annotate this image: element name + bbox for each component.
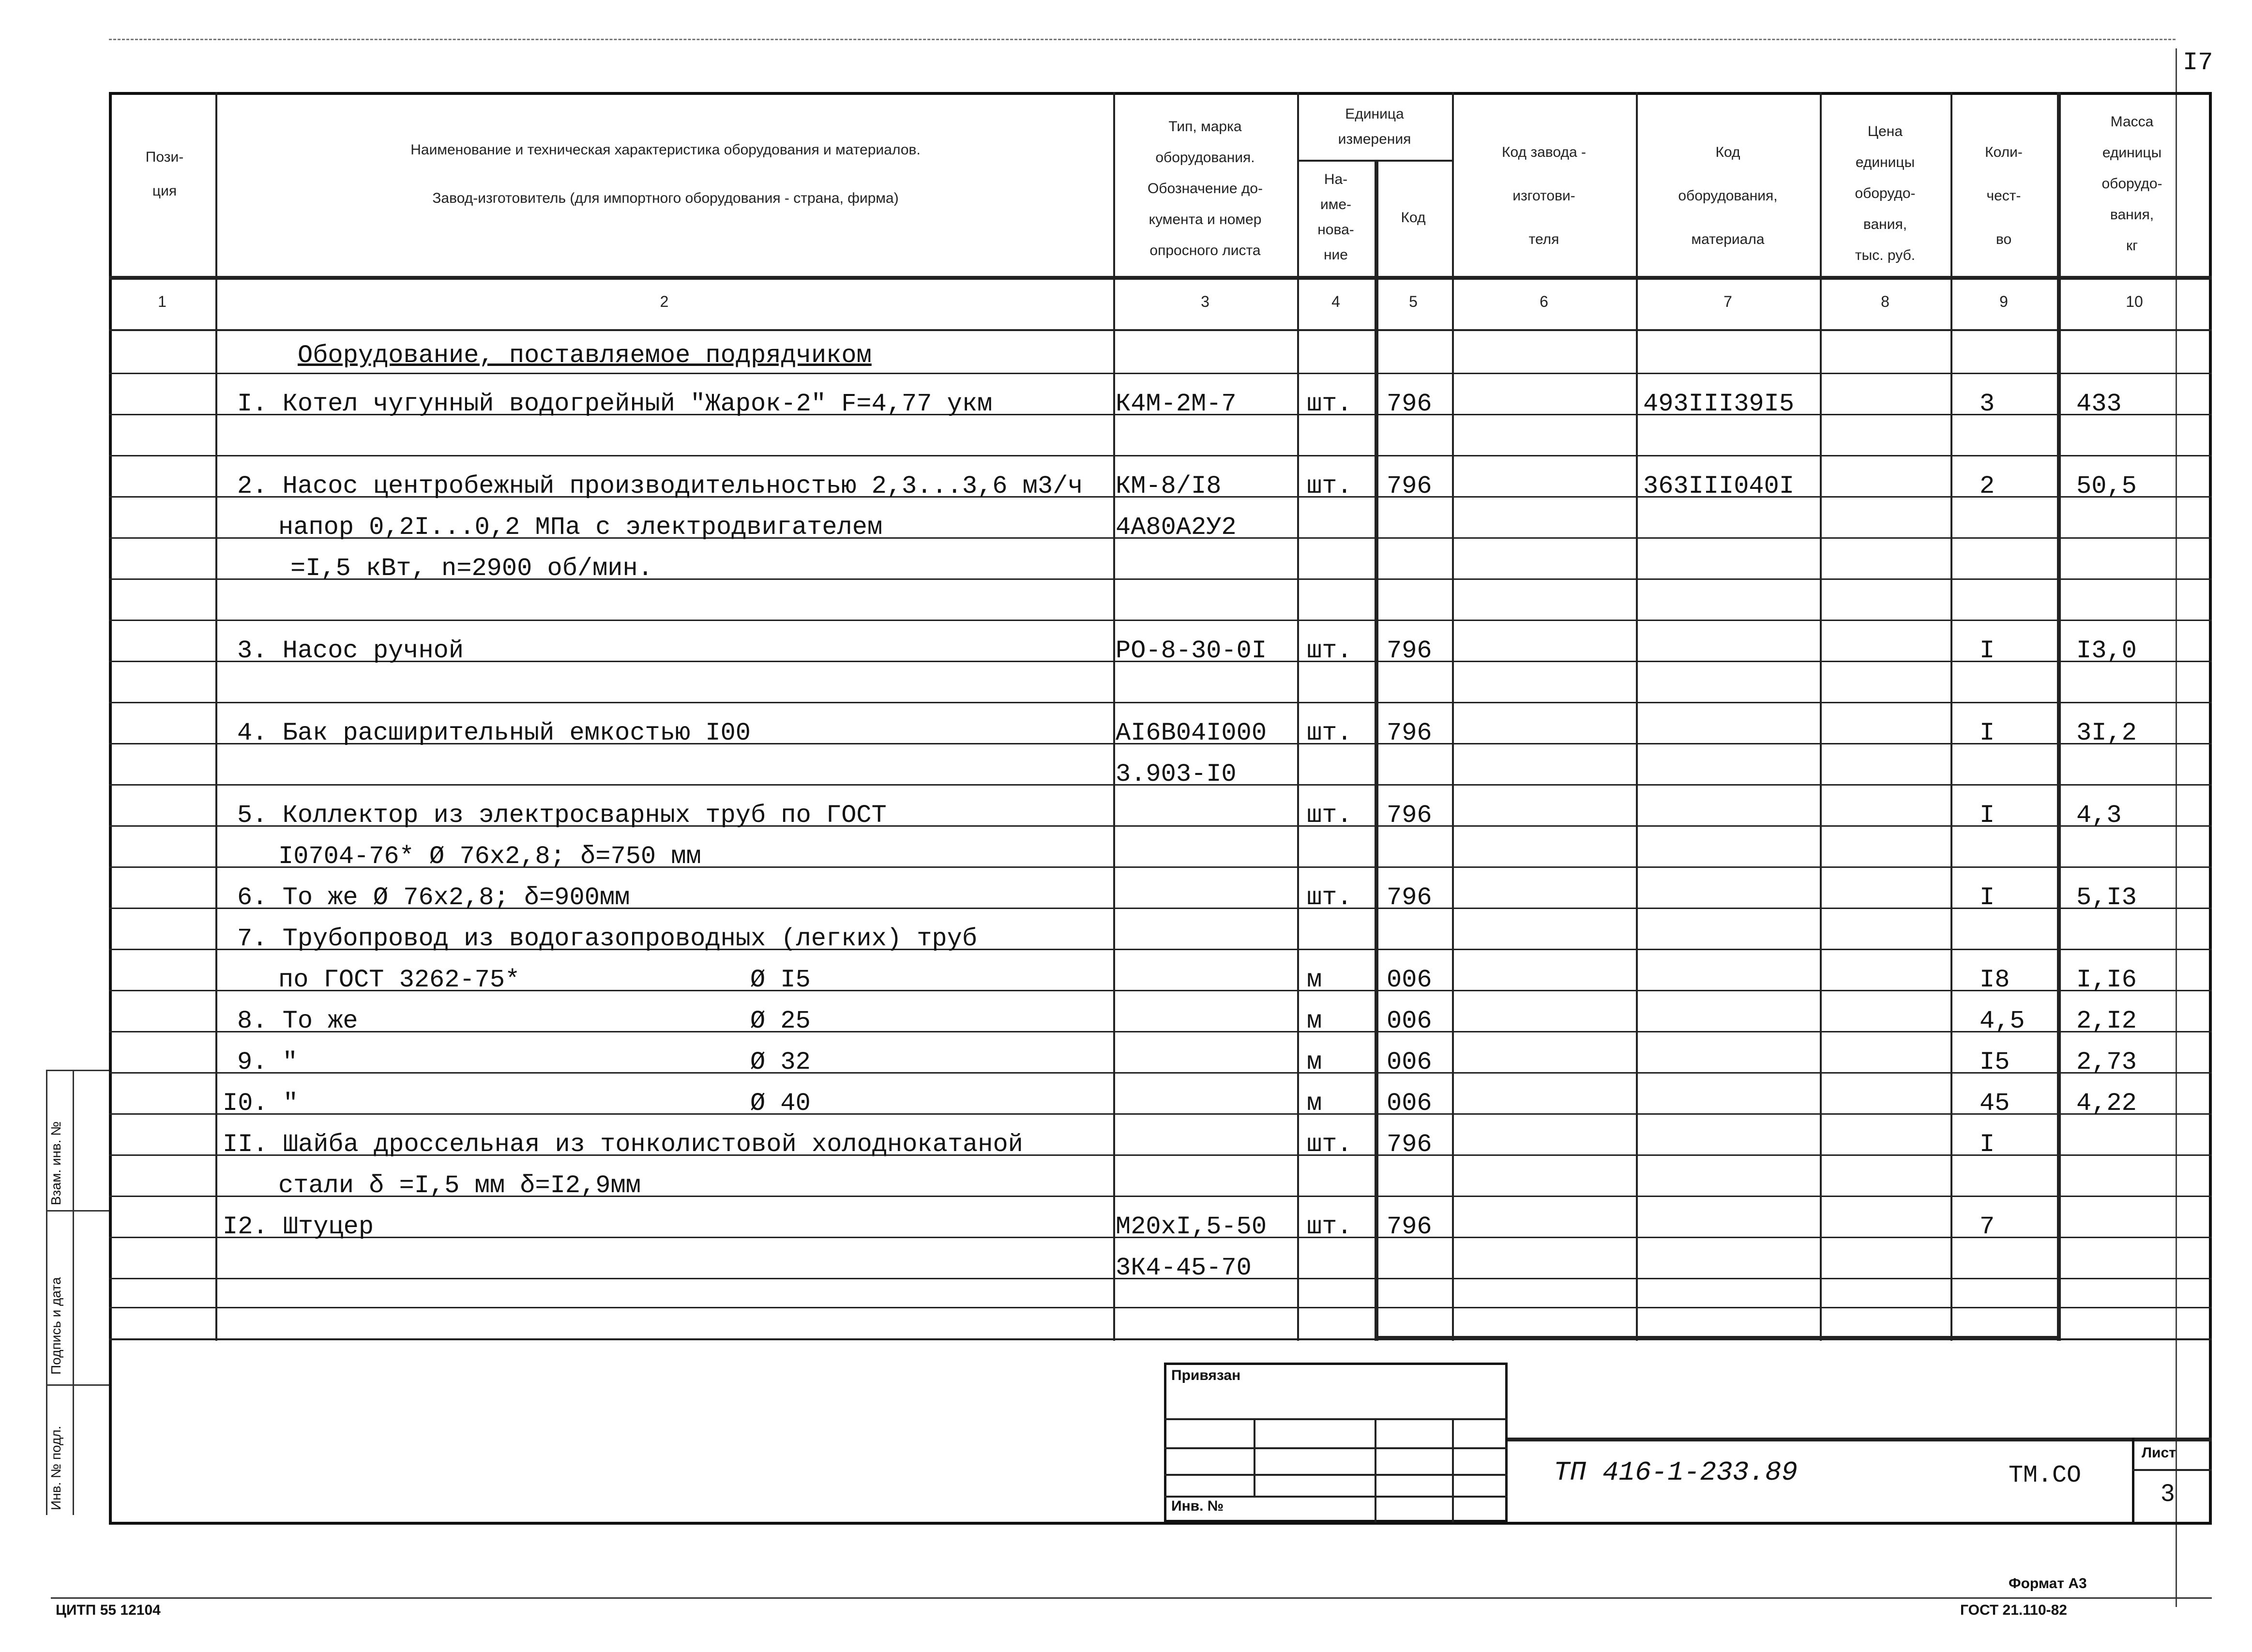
col-sep-2 <box>1113 92 1115 1341</box>
item-name: 6. То же Ø 76х2,8; δ=900мм <box>237 883 630 912</box>
unit-header-split <box>1297 160 1452 162</box>
item-name: 2. Насос центробежный производительностью 2,3...3,6 м3/ч <box>237 472 1083 500</box>
item-mass: 3I,2 <box>2076 719 2137 747</box>
col-sep-4 <box>1375 160 1378 1341</box>
header-col2-line1: Наименование и техническая характеристика оборудования и материалов. <box>410 142 921 158</box>
item-unit-code: 796 <box>1387 801 1432 830</box>
item-unit-code: 796 <box>1387 883 1432 912</box>
footer-left: ЦИТП 55 12104 <box>56 1602 161 1618</box>
item-mass: 4,3 <box>2076 801 2122 830</box>
colnum-3: 3 <box>1201 293 1209 310</box>
item-unit-code: 006 <box>1387 1048 1432 1076</box>
header-col4: На- име- нова- ние <box>1317 171 1354 263</box>
item-name: I. Котел чугунный водогрейный "Жарок-2" F=4,77 укм <box>237 390 993 418</box>
privyazan-line-1 <box>1164 1418 1508 1420</box>
item-type: АI6В04I000 <box>1116 719 1267 747</box>
item-name: 7. Трубопровод из водогазопроводных (легких) труб <box>237 925 978 953</box>
side-strip-top <box>46 1070 109 1071</box>
item-quantity: 7 <box>1980 1212 1995 1241</box>
footer-line <box>51 1597 2212 1599</box>
item-unit-code: 796 <box>1387 390 1432 418</box>
title-block-top <box>1508 1438 2212 1441</box>
item-mass: 50,5 <box>2076 472 2137 500</box>
header-col1: Пози- ция <box>145 149 184 199</box>
row-line <box>109 1031 2212 1032</box>
header-col5: Код <box>1401 210 1426 226</box>
item-unit: м <box>1307 1048 1322 1076</box>
item-type: 3К4-45-70 <box>1116 1254 1252 1282</box>
header-col10: Масса единицы оборудо- вания, кг <box>2101 114 2162 254</box>
item-mass: I,I6 <box>2076 966 2137 994</box>
footer-gost: ГОСТ 21.110-82 <box>1960 1602 2067 1618</box>
item-mass: 2,73 <box>2076 1048 2137 1076</box>
item-name: 5. Коллектор из электросварных труб по ГОСТ <box>237 801 887 830</box>
item-equipment-code: 363III040I <box>1643 472 1795 500</box>
item-quantity: 3 <box>1980 390 1995 418</box>
privyazan-line-2 <box>1164 1447 1508 1449</box>
doc-mark: ТМ.СО <box>2009 1462 2082 1489</box>
item-quantity: I <box>1980 637 1995 665</box>
item-quantity: I <box>1980 719 1995 747</box>
privyazan-label: Привязан <box>1171 1367 1241 1383</box>
item-unit-code: 006 <box>1387 966 1432 994</box>
item-quantity: I <box>1980 801 1995 830</box>
item-name: I0. " <box>223 1089 299 1118</box>
side-label-inv: Инв. № подл. <box>48 1425 63 1510</box>
header-col9: Коли- чест- во <box>1985 144 2023 247</box>
item-mass: 433 <box>2076 390 2122 418</box>
item-diameter: Ø I5 <box>750 966 811 994</box>
col-sep-5 <box>1452 92 1454 1341</box>
body-bottom-line <box>109 1338 2212 1340</box>
header-col3: Тип, марка оборудования. Обозначение до- кумента и номер опросного листа <box>1147 119 1263 258</box>
side-strip-line-2 <box>73 1070 74 1515</box>
item-name: по ГОСТ 3262-75* <box>278 966 520 994</box>
item-type: М20хI,5-50 <box>1116 1212 1267 1241</box>
col-sep-1 <box>215 92 217 1341</box>
item-type: РО-8-30-0I <box>1116 637 1267 665</box>
item-type: К4М-2М-7 <box>1116 390 1237 418</box>
header-bottom-line <box>109 276 2212 280</box>
item-type: 3.903-I0 <box>1116 760 1237 788</box>
item-mass: 2,I2 <box>2076 1007 2137 1035</box>
item-name: I0704-76* Ø 76х2,8; δ=750 мм <box>278 842 701 871</box>
item-quantity: 45 <box>1980 1089 2010 1118</box>
item-unit: шт. <box>1307 1212 1352 1241</box>
side-strip-div-1 <box>46 1210 109 1212</box>
row-line <box>109 702 2212 703</box>
item-unit: шт. <box>1307 637 1352 665</box>
sheet-top-number: I7 <box>2183 48 2213 77</box>
col-sep-9 <box>2057 92 2061 1341</box>
header-col2-line2: Завод-изготовитель (для импортного оборудования - страна, фирма) <box>432 190 899 206</box>
list-label: Лист <box>2142 1445 2176 1461</box>
item-mass: I3,0 <box>2076 637 2137 665</box>
list-number: 3 <box>2161 1479 2175 1506</box>
header-col6: Код завода - изготови- теля <box>1502 144 1586 247</box>
item-unit-code: 796 <box>1387 1130 1432 1159</box>
privyazan-vline-3 <box>1452 1418 1454 1522</box>
item-quantity: I5 <box>1980 1048 2010 1076</box>
colnum-8: 8 <box>1881 293 1889 310</box>
item-diameter: Ø 40 <box>750 1089 811 1118</box>
colnum-bottom-line <box>109 329 2212 331</box>
col-sep-3 <box>1297 92 1299 1341</box>
colnum-5: 5 <box>1409 293 1418 310</box>
item-name: 9. " <box>237 1048 298 1076</box>
row-line <box>109 455 2212 456</box>
item-name: I2. Штуцер <box>223 1212 374 1241</box>
item-type: КМ-8/I8 <box>1116 472 1222 500</box>
col-sep-8 <box>1950 92 1952 1341</box>
colnum-1: 1 <box>158 293 166 310</box>
doc-code: ТП 416-1-233.89 <box>1554 1457 1798 1488</box>
list-box-line <box>2132 1469 2212 1471</box>
item-name: =I,5 кВт, n=2900 об/мин. <box>290 554 653 583</box>
colnum-7: 7 <box>1723 293 1732 310</box>
row-line <box>109 1307 2212 1308</box>
colnum-10: 10 <box>2126 293 2143 310</box>
side-strip-line <box>46 1070 47 1515</box>
privyazan-vline-2 <box>1375 1418 1376 1522</box>
item-unit-code: 006 <box>1387 1089 1432 1118</box>
item-quantity: I <box>1980 1130 1995 1159</box>
item-quantity: I <box>1980 883 1995 912</box>
item-unit: шт. <box>1307 801 1352 830</box>
item-unit: шт. <box>1307 472 1352 500</box>
item-unit: шт. <box>1307 1130 1352 1159</box>
side-label-podpis: Подпись и дата <box>48 1277 63 1375</box>
item-unit: м <box>1307 966 1322 994</box>
privyazan-vline-1 <box>1254 1418 1255 1496</box>
item-unit-code: 796 <box>1387 1212 1432 1241</box>
item-unit: м <box>1307 1089 1322 1118</box>
colnum-2: 2 <box>660 293 669 310</box>
side-strip-div-2 <box>46 1384 109 1386</box>
item-unit-code: 796 <box>1387 637 1432 665</box>
item-unit-code: 006 <box>1387 1007 1432 1035</box>
col-sep-7 <box>1820 92 1822 1341</box>
header-col7: Код оборудования, материала <box>1678 144 1778 247</box>
item-unit: м <box>1307 1007 1322 1035</box>
row-line <box>109 620 2212 621</box>
item-unit: шт. <box>1307 883 1352 912</box>
header-col8: Цена единицы оборудо- вания, тыс. руб. <box>1855 123 1916 263</box>
side-label-vzam: Взам. инв. № <box>48 1121 63 1205</box>
item-quantity: 4,5 <box>1980 1007 2025 1035</box>
section-title: Оборудование, поставляемое подрядчиком <box>298 341 872 370</box>
item-name: стали δ =I,5 мм δ=I2,9мм <box>278 1171 641 1200</box>
colnum-6: 6 <box>1540 293 1548 310</box>
item-unit-code: 796 <box>1387 472 1432 500</box>
item-diameter: Ø 32 <box>750 1048 811 1076</box>
row-line <box>109 1072 2212 1074</box>
item-unit-code: 796 <box>1387 719 1432 747</box>
item-name: II. Шайба дроссельная из тонколистовой холоднокатаной <box>223 1130 1023 1159</box>
item-name: 4. Бак расширительный емкостью I00 <box>237 719 751 747</box>
top-dashed-line <box>109 39 2176 40</box>
item-unit: шт. <box>1307 390 1352 418</box>
row-line <box>109 1113 2212 1115</box>
item-equipment-code: 493III39I5 <box>1643 390 1795 418</box>
header-unit: Единица измерения <box>1338 106 1411 147</box>
item-name: 8. То же <box>237 1007 358 1035</box>
item-diameter: Ø 25 <box>750 1007 811 1035</box>
footer-format: Формат А3 <box>2009 1576 2087 1591</box>
item-quantity: 2 <box>1980 472 1995 500</box>
item-name: напор 0,2I...0,2 МПа с электродвигателем <box>278 513 883 542</box>
item-mass: 4,22 <box>2076 1089 2137 1118</box>
col-sep-6 <box>1636 92 1638 1341</box>
item-unit: шт. <box>1307 719 1352 747</box>
item-mass: 5,I3 <box>2076 883 2137 912</box>
privyazan-line-3 <box>1164 1474 1508 1476</box>
item-type: 4А80А2У2 <box>1116 513 1237 542</box>
item-quantity: I8 <box>1980 966 2010 994</box>
colnum-9: 9 <box>1999 293 2008 310</box>
inv-label: Инв. № <box>1171 1498 1224 1514</box>
colnum-4: 4 <box>1331 293 1340 310</box>
privyazan-line-4 <box>1164 1496 1508 1498</box>
item-name: 3. Насос ручной <box>237 637 464 665</box>
